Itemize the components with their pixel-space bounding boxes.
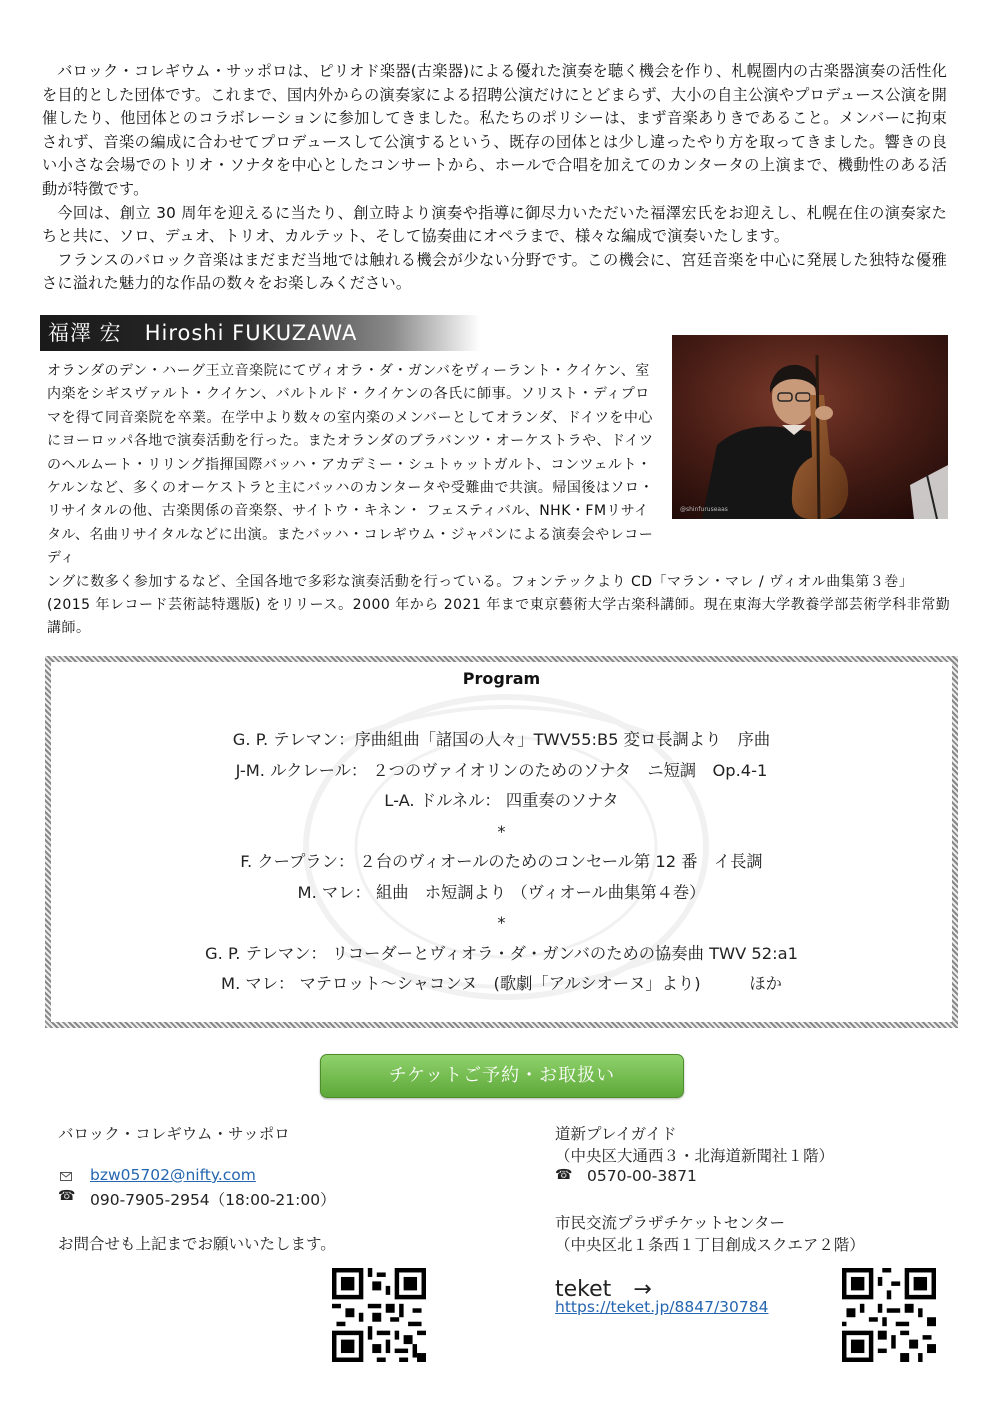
qr-code-left[interactable]: [332, 1268, 426, 1362]
program-separator: *: [497, 913, 506, 932]
program-box: [45, 656, 958, 1028]
teket-link[interactable]: https://teket.jp/8847/30784: [555, 1298, 769, 1316]
program-item: M. マレ： マテロット～シャコンヌ (歌劇「アルシオーヌ」より) ほか: [221, 974, 782, 993]
intro-text: [42, 60, 947, 296]
phone-icon: ☎: [58, 1188, 76, 1204]
guide-phone: 0570-00-3871: [587, 1167, 697, 1185]
program-list: [51, 725, 952, 1000]
program-item: G. P. テレマン：序曲組曲「諸国の人々」TWV55:B5 変ロ長調より 序曲: [232, 730, 771, 749]
bio-paragraph-wide: ングに数多く参加するなど、全国各地で多彩な演奏活動を行っている。フォンテックより CD「マラン・マレ / ヴィオル曲集第３巻」(2015 年レコード芸術誌特選版) をリリース。2000 年から 2021 年まで東京藝術大学古楽科講師。現在東海大学教養学部芸術学科非常勤講師。: [47, 573, 951, 637]
program-item: J-M. ルクレール： ２つのヴァイオリンのためのソナタ ニ短調 Op.4-1: [235, 760, 768, 780]
program-item: L-A. ドルネル： 四重奏のソナタ: [384, 791, 619, 810]
phone-number: 090-7905-2954（18:00-21:00）: [90, 1191, 336, 1209]
email-link[interactable]: bzw05702@nifty.com: [90, 1166, 256, 1184]
bio-name-en: Hiroshi FUKUZAWA: [144, 321, 358, 345]
intro-paragraph-3: フランスのバロック音楽はまだまだ当地では触れる機会が少ない分野です。この機会に、宮廷音楽を中心に発展した独特な優雅さに溢れた魅力的な作品の数々をお楽しみください。: [42, 250, 947, 293]
mail-icon: [60, 1167, 72, 1185]
teket-label: teket →: [555, 1277, 652, 1302]
program-item: F. クープラン： ２台のヴィオールのためのコンセール第 12 番 イ長調: [240, 852, 763, 871]
photo-caption: @shinfuruseaas: [680, 506, 728, 513]
phone-icon: ☎: [555, 1167, 573, 1183]
guide-address: （中央区大通西３・北海道新聞社１階）: [555, 1147, 835, 1165]
guide-name: 道新プレイガイド: [555, 1125, 677, 1143]
qr-code-right[interactable]: [842, 1268, 936, 1362]
inquiry-note: お問合せも上記までお願いいたします。: [58, 1235, 336, 1253]
bio-name-jp: 福澤 宏: [48, 321, 122, 345]
program-item: G. P. テレマン： リコーダーとヴィオラ・ダ・ガンバのための協奏曲 TWV 52:a1: [205, 943, 798, 963]
intro-paragraph-1: バロック・コレギウム・サッポロは、ピリオド楽器(古楽器)による優れた演奏を聴く機会を作り、札幌圏内の古楽器演奏の活性化を目的とした団体です。これまで、国内外からの演奏家による招聘公演だけにとどまらず、大小の自主公演やプロデュース公演を開催したり、他団体とのコラボレーションに参加してきました。私たちのポリシーは、まず音楽ありきであること。メンバーに拘束されず、音楽の編成に合わせてプロデュースして公演するという、既存の団体とは少し違ったやり方を取ってきました。響きの良い小さな会場でのトリオ・ソナタを中心としたコンサートから、ホールで合唱を加えてのカンタータの上演まで、機動性のある活動が特徴です。: [42, 62, 947, 198]
program-separator: *: [497, 821, 506, 841]
bio-header: [40, 315, 480, 351]
ticket-button[interactable]: チケットご予約・お取扱い: [320, 1054, 684, 1098]
program-title: Program: [462, 669, 541, 688]
org-name: バロック・コレギウム・サッポロ: [58, 1125, 290, 1143]
bio-text: [47, 360, 952, 641]
bio-paragraph-narrow: オランダのデン・ハーグ王立音楽院にてヴィオラ・ダ・ガンバをヴィーラント・クイケン、室内楽をシギスヴァルト・クイケン、バルトルド・クイケンの各氏に師事。ソリスト・ディプロマを得て同音楽院を卒業。在学中より数々の室内楽のメンバーとしてオランダ、ドイツを中心にヨーロッパ各地で演奏活動を行った。またオランダのブラバンツ・オーケストラや、ドイツのヘルムート・リリング指揮国際バッハ・アカデミー・シュトゥットガルト、コンツェルト・ケルンなど、多くのオーケストラと主にバッハのカンタータや受難曲で共演。帰国後はソロ・リサイタルの他、古楽関係の音楽祭、サイトウ・キネン・ フェスティバル、NHK・FMリサイタル、名曲リサイタルなどに出演。またバッハ・コレギウム・ジャパンによる演奏会やレコーディ: [47, 363, 654, 567]
center-name: 市民交流プラザチケットセンター: [555, 1214, 786, 1232]
program-item: M. マレ： 組曲 ホ短調より （ヴィオール曲集第４巻）: [297, 882, 706, 902]
intro-paragraph-2: 今回は、創立 30 周年を迎えるに当たり、創立時より演奏や指導に御尽力いただいた福澤宏氏をお迎えし、札幌在住の演奏家たちと共に、ソロ、デュオ、トリオ、カルテット、そして協奏曲にオペラまで、様々な編成で演奏いたします。: [42, 203, 947, 246]
center-address: （中央区北１条西１丁目創成スクエア２階）: [555, 1236, 865, 1254]
